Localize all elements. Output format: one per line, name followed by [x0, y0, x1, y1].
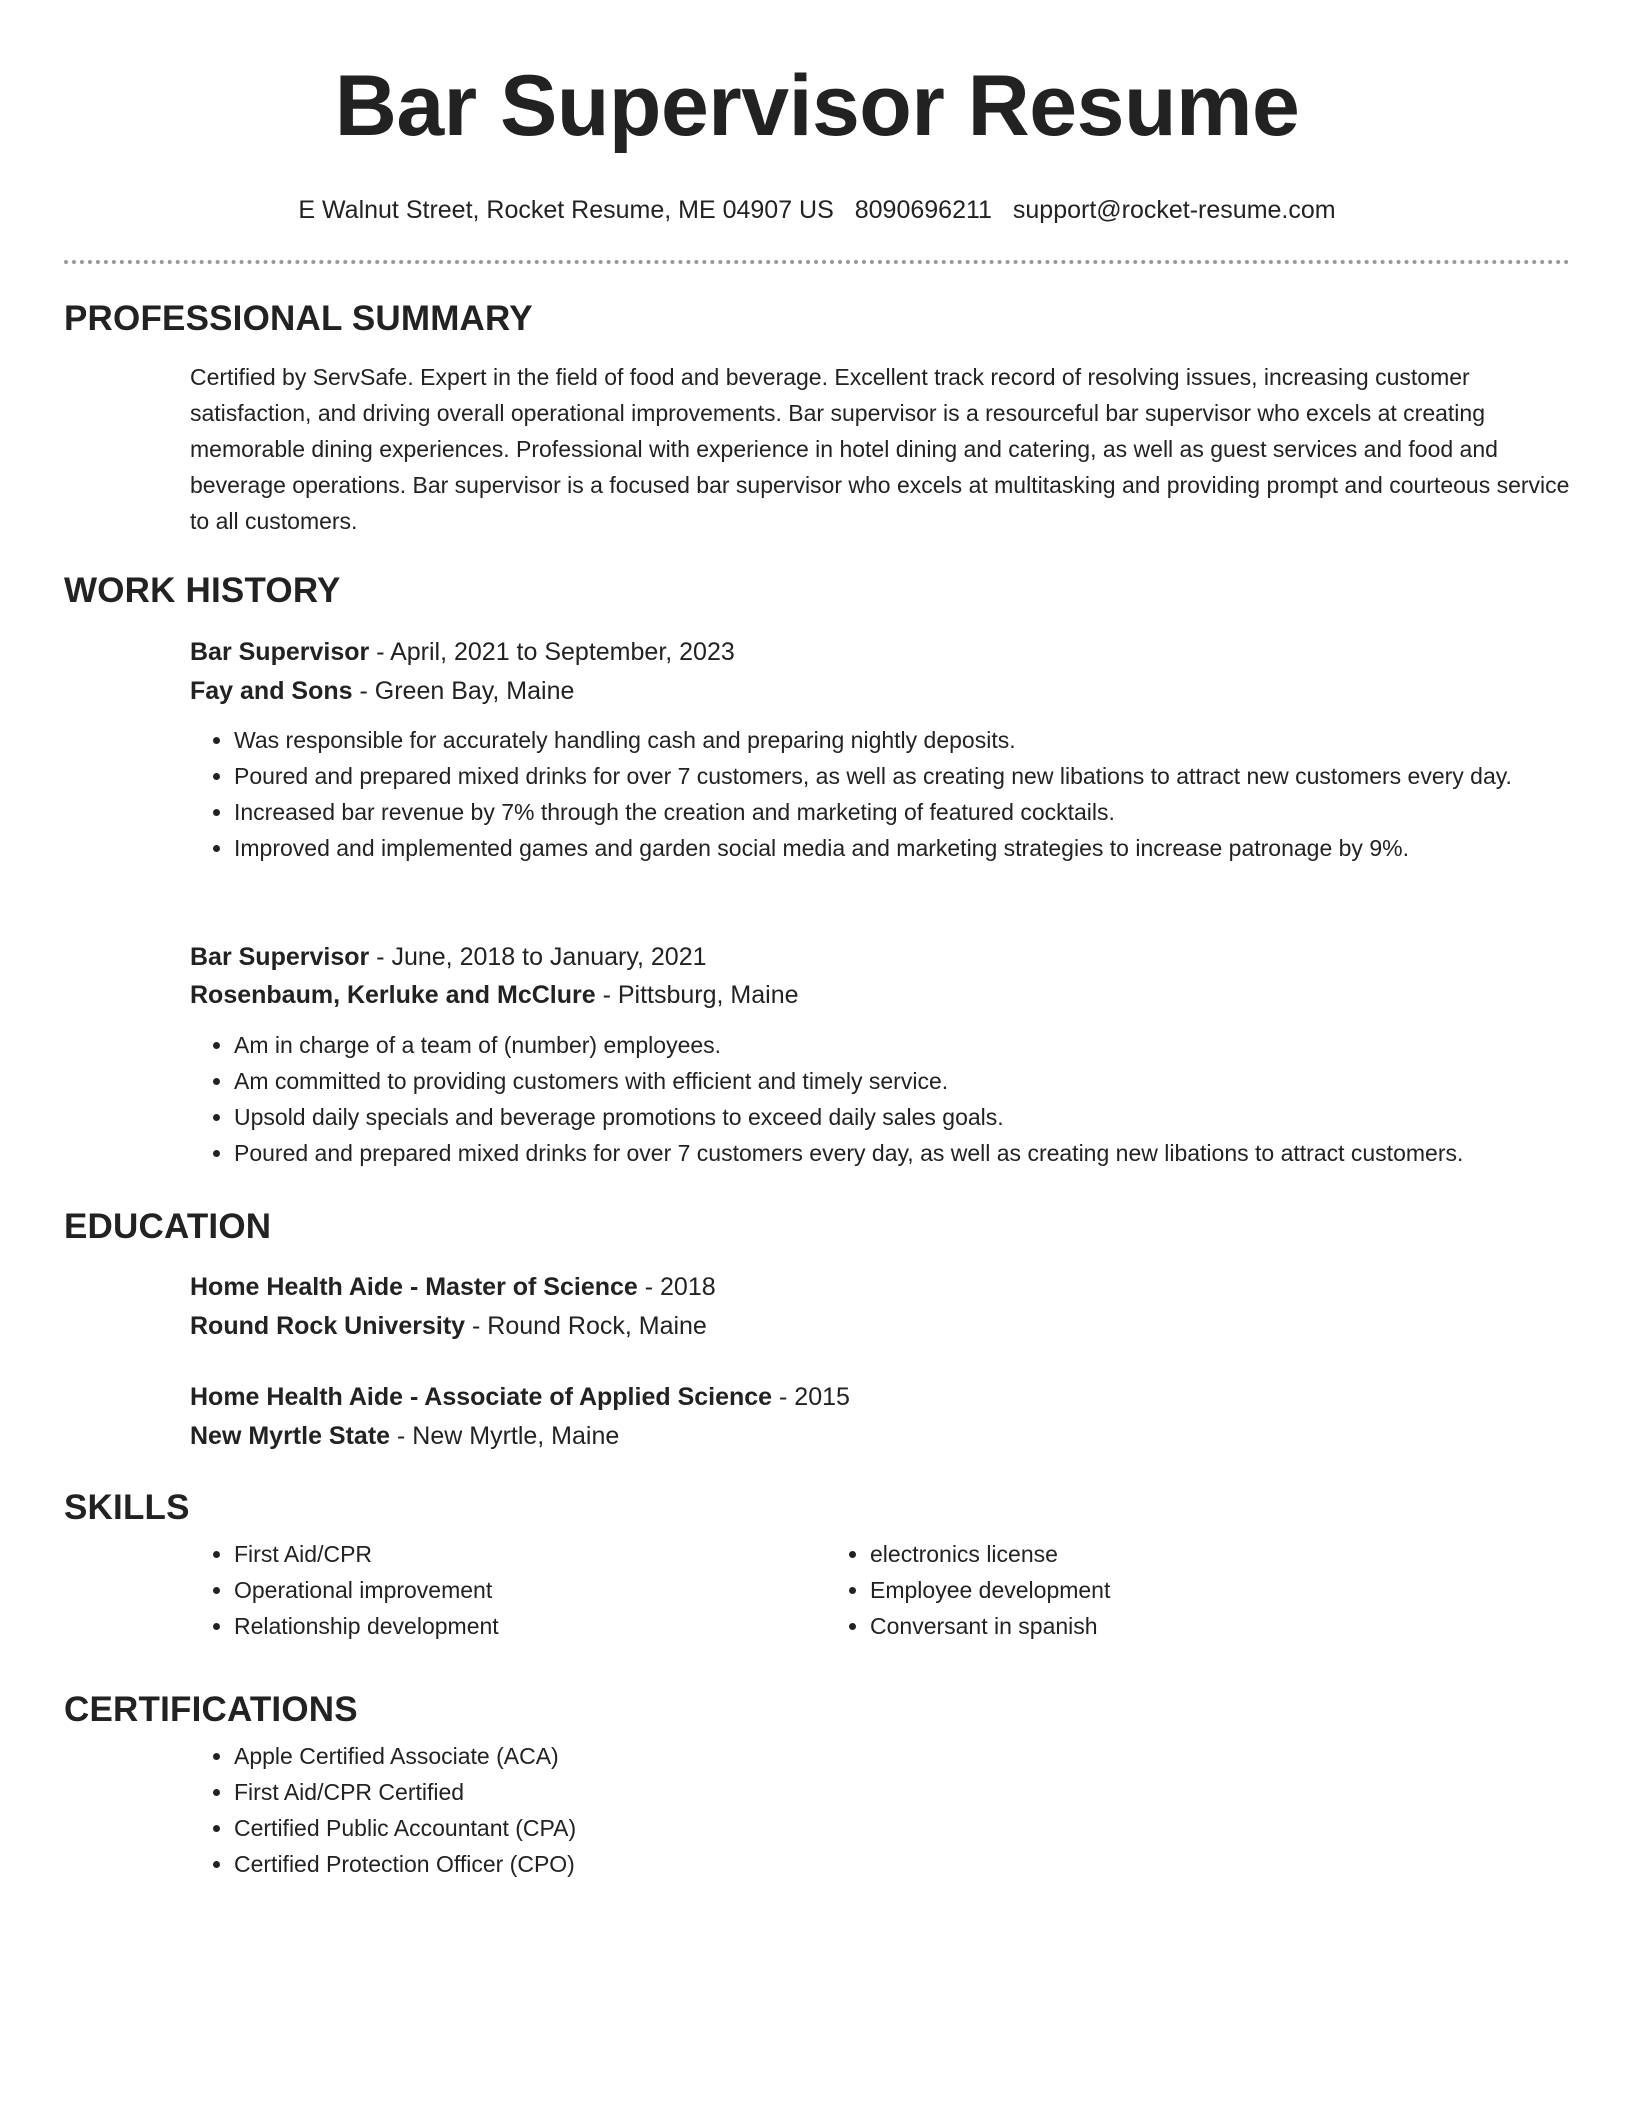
certifications-list	[190, 1738, 1570, 1882]
list-item: • Poured and prepared mixed drinks for over 7 customers, as well as creating new libations to attract new customers every day.	[234, 758, 1570, 794]
education-entry	[64, 1379, 1570, 1454]
list-item: • Improved and implemented games and garden social media and marketing strategies to increase patronage by 9%.	[234, 830, 1570, 866]
education-degree: Home Health Aide - Master of Science	[190, 1273, 638, 1301]
job-bullets	[190, 722, 1570, 866]
education-school: New Myrtle State	[190, 1422, 391, 1450]
list-item: • Relationship development	[234, 1608, 826, 1644]
list-item: • Apple Certified Associate (ACA)	[234, 1738, 1570, 1774]
job-company-line	[190, 673, 1570, 709]
education-section	[64, 1205, 1570, 1249]
education-school-line	[190, 1418, 1570, 1454]
job-dates: - June, 2018 to January, 2021	[369, 943, 707, 971]
education-year: - 2015	[772, 1383, 850, 1411]
education-year: - 2018	[637, 1273, 716, 1301]
education-entry	[64, 1269, 1570, 1344]
resume-title: Bar Supervisor Resume	[334, 58, 1300, 154]
education-heading: EDUCATION	[64, 1207, 272, 1246]
job-title: Bar Supervisor	[190, 943, 370, 971]
job-company: Fay and Sons	[190, 677, 353, 705]
list-item: • Am committed to providing customers with efficient and timely service.	[234, 1063, 1570, 1099]
list-item: • Employee development	[870, 1572, 1462, 1608]
header-divider	[64, 260, 1570, 264]
work-history-section	[64, 569, 1570, 613]
list-item: • Increased bar revenue by 7% through the creation and marketing of featured cocktails.	[234, 794, 1570, 830]
job-title: Bar Supervisor	[190, 638, 370, 666]
job-location: - Green Bay, Maine	[352, 677, 575, 705]
resume-header	[64, 0, 1570, 272]
education-school: Round Rock University	[190, 1312, 466, 1340]
list-item: • Upsold daily specials and beverage promotions to exceed daily sales goals.	[234, 1099, 1570, 1135]
job-entry	[64, 939, 1570, 1171]
skills-column-left	[190, 1536, 826, 1644]
certifications-section	[64, 1688, 1570, 1882]
list-item: • First Aid/CPR	[234, 1536, 826, 1572]
skills-column-right	[826, 1536, 1462, 1644]
summary-heading: PROFESSIONAL SUMMARY	[64, 299, 533, 338]
contact-line	[64, 194, 1570, 226]
job-entry	[64, 634, 1570, 866]
skills-section	[64, 1486, 1570, 1644]
certifications-heading: CERTIFICATIONS	[64, 1690, 358, 1729]
list-item: • First Aid/CPR Certified	[234, 1774, 1570, 1810]
education-school-line	[190, 1308, 1570, 1344]
job-location: - Pittsburg, Maine	[595, 981, 799, 1009]
job-bullets	[190, 1027, 1570, 1171]
education-location: - New Myrtle, Maine	[390, 1422, 620, 1450]
list-item: • Poured and prepared mixed drinks for over 7 customers every day, as well as creating new libations to attract customers.	[234, 1135, 1570, 1171]
skills-grid	[190, 1536, 1570, 1644]
education-location: - Round Rock, Maine	[465, 1312, 707, 1340]
contact-email: support@rocket-resume.com	[1012, 196, 1336, 224]
education-degree-line	[190, 1269, 1570, 1305]
summary-text: Certified by ServSafe. Expert in the field of food and beverage. Excellent track record of resolving issues, increasing customer satisfaction, and driving overall operational improvements. Bar supervisor is a resourceful bar supervisor who excels at creating memorable dining experiences. Professional with experience in hotel dining and catering, as well as guest services and food and beverage operations. Bar supervisor is a focused bar supervisor who excels at multitasking and providing prompt and courteous service to all customers.	[190, 364, 1570, 534]
list-item: • Am in charge of a team of (number) employees.	[234, 1027, 1570, 1063]
list-item: • Operational improvement	[234, 1572, 826, 1608]
job-title-line	[190, 634, 1570, 670]
education-degree-line	[190, 1379, 1570, 1415]
summary-section	[64, 297, 1570, 539]
work-history-heading: WORK HISTORY	[64, 571, 341, 610]
job-company: Rosenbaum, Kerluke and McClure	[190, 981, 596, 1009]
job-title-line	[190, 939, 1570, 975]
job-dates: - April, 2021 to September, 2023	[369, 638, 735, 666]
job-company-line	[190, 977, 1570, 1013]
skills-heading: SKILLS	[64, 1488, 190, 1527]
education-degree: Home Health Aide - Associate of Applied Science	[190, 1383, 773, 1411]
list-item: • Certified Public Accountant (CPA)	[234, 1810, 1570, 1846]
list-item: • electronics license	[870, 1536, 1462, 1572]
contact-phone: 8090696211	[854, 196, 992, 224]
list-item: • Was responsible for accurately handling cash and preparing nightly deposits.	[234, 722, 1570, 758]
list-item: • Certified Protection Officer (CPO)	[234, 1846, 1570, 1882]
contact-address: E Walnut Street, Rocket Resume, ME 04907 US	[298, 196, 834, 224]
list-item: • Conversant in spanish	[870, 1608, 1462, 1644]
